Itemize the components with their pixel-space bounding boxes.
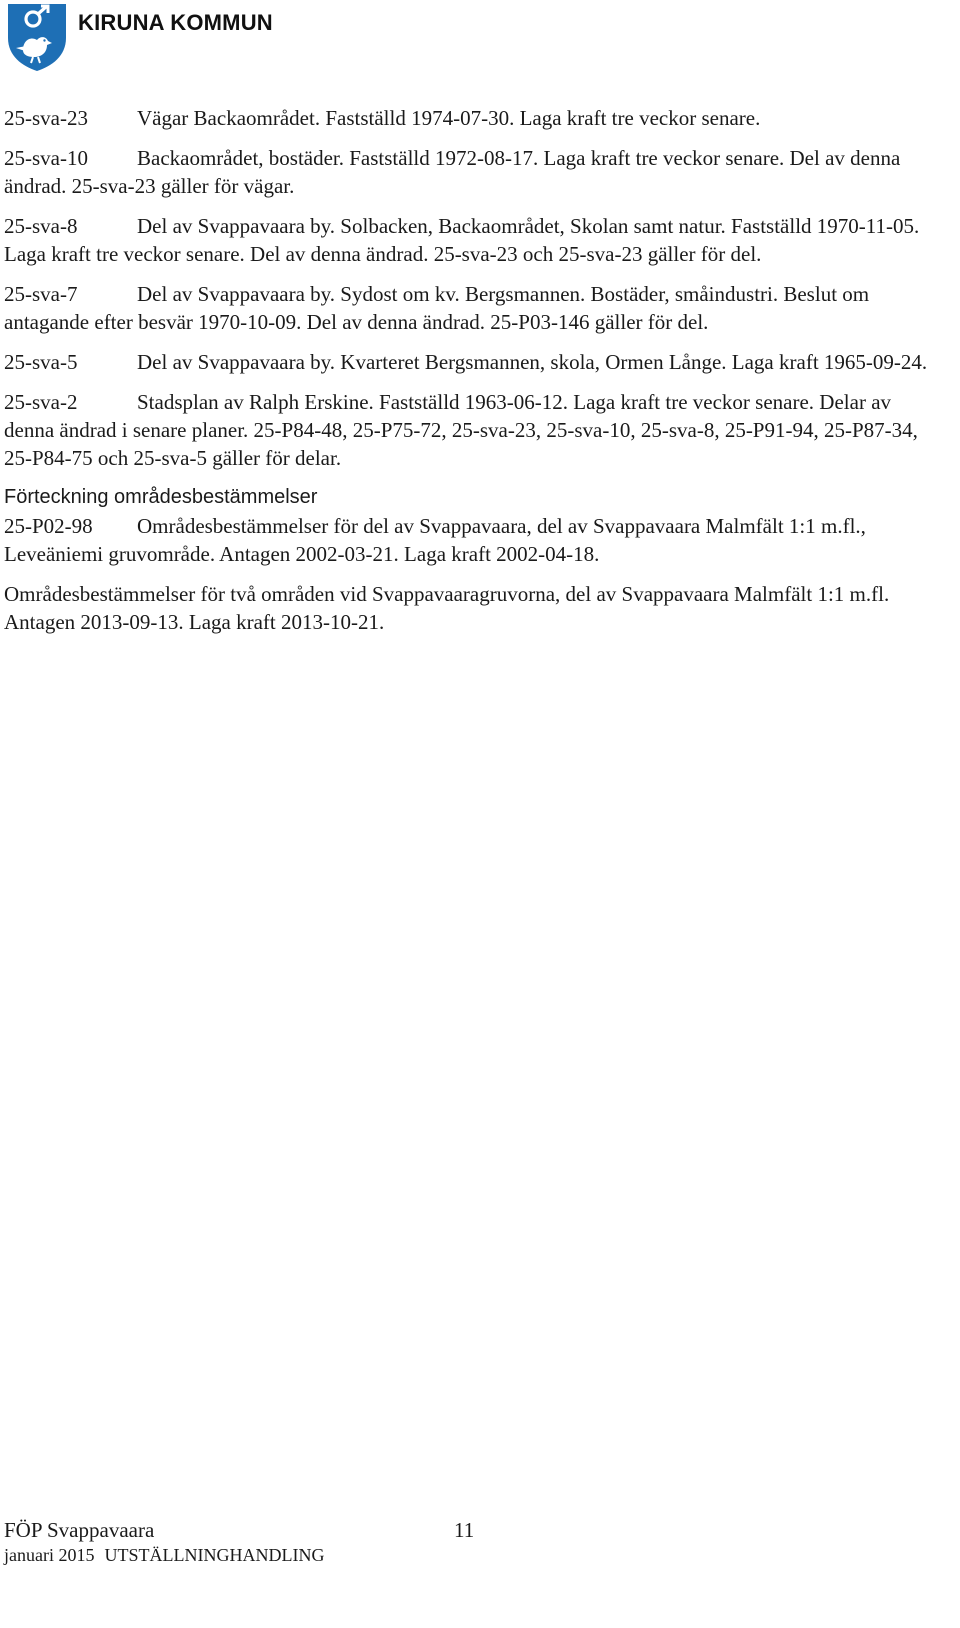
footer-meta [4,1543,604,1567]
plan-entry [4,212,934,268]
regulation-description: Områdesbestämmelser för del av Svappavaara, del av Svappavaara Malmfält 1:1 m.fl., Leveäniemi gruvområde. Antagen 2002-03-21. Laga kraft 2002-04-18. [4,514,866,566]
plan-code: 25-sva-23 [4,106,88,130]
plan-code: 25-sva-5 [4,350,78,374]
plan-description: Del av Svappavaara by. Sydost om kv. Bergsmannen. Bostäder, småindustri. Beslut om antagande efter besvär 1970-10-09. Del av denna ändrad. 25-P03-146 gäller för del. [4,282,870,334]
plan-description: Stadsplan av Ralph Erskine. Fastställd 1963-06-12. Laga kraft tre veckor senare. Delar av denna ändrad i senare planer. 25-P84-48, 25-P75-72, 25-sva-23, 25-sva-10, 25-sva-8, 25-P91-94, 25-P87-34, 25-P84-75 och 25-sva-5 gäller för delar. [4,390,918,470]
section-heading: Förteckning områdesbestämmelser [4,486,318,508]
footer-status: UTSTÄLLNINGHANDLING [104,1545,325,1565]
plan-entry [4,280,934,336]
plan-code: 25-sva-7 [4,282,78,306]
regulation-entry [4,512,934,568]
page-number: 11 [454,1518,475,1542]
plan-description: Vägar Backaområdet. Fastställd 1974-07-30. Laga kraft tre veckor senare. [137,106,761,130]
regulation-code: 25-P02-98 [4,514,93,538]
plan-code: 25-sva-2 [4,390,78,414]
plan-entry [4,388,934,472]
footer-date: januari 2015 [4,1545,95,1565]
plan-entry [4,144,934,200]
organization-name: KIRUNA KOMMUN [78,10,273,35]
plan-description: Backaområdet, bostäder. Fastställd 1972-08-17. Laga kraft tre veckor senare. Del av denna ändrad. 25-sva-23 gäller för vägar. [4,146,901,198]
regulation-paragraph: Områdesbestämmelser för två områden vid Svappavaaragruvorna, del av Svappavaara Malmfält 1:1 m.fl. Antagen 2013-09-13. Laga kraft 2013-10-21. [4,582,890,634]
plan-code: 25-sva-10 [4,146,88,170]
plan-entry [4,348,934,376]
document-body [4,104,934,648]
plan-description: Del av Svappavaara by. Kvarteret Bergsmannen, skola, Ormen Långe. Laga kraft 1965-09-24. [137,350,928,374]
kiruna-coat-of-arms-icon [6,2,68,72]
footer-title: FÖP Svappavaara [4,1518,155,1542]
plan-entry [4,104,934,132]
page-footer [4,1517,604,1567]
plan-code: 25-sva-8 [4,214,78,238]
plan-description: Del av Svappavaara by. Solbacken, Backaområdet, Skolan samt natur. Fastställd 1970-11-05. Laga kraft tre veckor senare. Del av denna ändrad. 25-sva-23 och 25-sva-23 gäller för del. [4,214,920,266]
page-header [6,2,406,74]
